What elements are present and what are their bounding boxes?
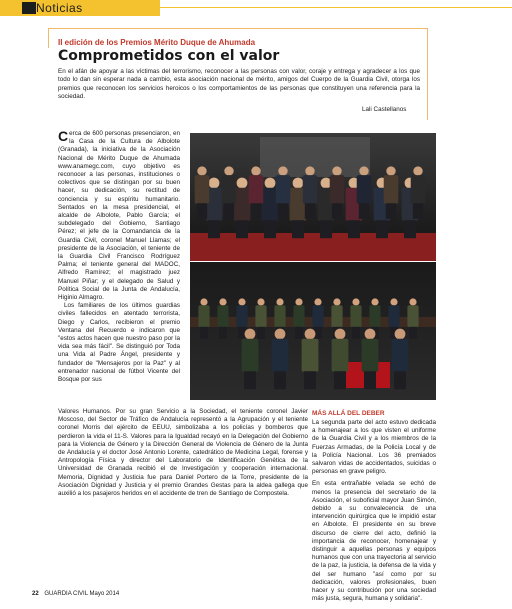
page-number: 22 xyxy=(32,591,39,597)
paragraph-intro xyxy=(58,130,180,302)
photo-figure-head xyxy=(352,298,359,305)
photo-figure-legs xyxy=(251,203,261,219)
photo-figure-body xyxy=(369,305,380,327)
group-photo xyxy=(190,133,436,261)
photo-figure-legs xyxy=(236,220,248,238)
photo-figure-head xyxy=(413,166,422,175)
photo-figure-head xyxy=(224,166,233,175)
photo-figure-legs xyxy=(409,327,417,339)
photo-figure-body xyxy=(384,175,399,204)
photo-figure-body xyxy=(411,175,426,204)
photo-figure-head xyxy=(209,178,220,189)
photo-figure-body xyxy=(357,175,372,204)
photo-figure-head xyxy=(305,166,314,175)
photo-figure-head xyxy=(333,298,340,305)
paragraph-intro-text: erca de 600 personas presenciaron, en la Casa de la Cultura de Albolote (Granada), la iniciativa de la Asociación Nacional de Mérito Duque de Ahumada www.anamegc.com, cuyo objetivo es reconocer a las personas, instituciones o colectivos que se distingan por su buen hacer, su dedicación, su rectitud de conciencia y su espíritu humanitario. Sentados en la mesa presidencial, el alcalde de Albolote, Pablo García; el subdelegado del Gobierno, Santiago Pérez; el jefe de la Comandancia de la Guardia Civil, coronel Manuel Llamas; el presidente de la Asociación, el teniente de la Guardia Civil Francisco Rodríguez Palma; el teniente general del MADOC, Alfredo Ramírez; el magistrado juez Manuel Piñar; y el delegado de Salud y Política Social de la Junta de Andalucía, Higinio Almagro. xyxy=(58,130,180,302)
photo-figure-legs xyxy=(320,220,332,238)
photo-figure-body xyxy=(255,305,266,327)
photo-figure-head xyxy=(386,166,395,175)
photo-figure-body xyxy=(276,175,291,204)
photo-figure-body xyxy=(302,339,319,372)
header-rule xyxy=(160,7,512,8)
article-column-continuation: Valores Humanos. Por su gran Servicio a la Sociedad, el teniente coronel Javier Moscoso, del Sector de Tráfico de Andalucía representó a la Agrupación y el teniente coronel Morris del ejército de EEUU, simbolizaba a los policías y bomberos que perdieron la vida el 11-S. Valores para la Igualdad recayó en la Delegación del Gobierno para la Violencia de Género y la Dirección General de Violencia de Género de la Junta de Andalucía y el doctor José Antonio Lorente, catedrático de Medicina Legal, forense y Antropología Física y director del Laboratorio de Identificación Genética de la Universidad de Granada recibió el de Investigación y cooperación internacional. Memoria, Dignidad y Justicia fue para Daniel Portero de la Torre, presidente de la Asociación Dignidad y Justicia y el premio Grandes Gestas para la aldea gallega que auxilió a los pasajeros heridos en el accidente de tren de Santiago de Compostela. xyxy=(58,408,308,498)
photo-figure-body xyxy=(331,305,342,327)
photo-figure-body xyxy=(392,339,409,372)
paragraph-ceremony: La segunda parte del acto estuvo dedicada a homenajear a los que visten el uniforme de la Guardia Civil y a los miembros de la Fuerzas Armadas, de la Policía Local y de la Policía Nacional. Los 36 premiados salvaron vidas de accidentados, suicidas o personas en grave peligro. xyxy=(312,419,436,476)
photo-figure-body xyxy=(274,305,285,327)
article-frame-right xyxy=(427,28,428,120)
photo-figure-head xyxy=(276,298,283,305)
photo-figure-head xyxy=(365,329,376,340)
photo-figure-legs xyxy=(352,327,360,339)
photo-figure-head xyxy=(395,329,406,340)
section-tab xyxy=(0,0,160,16)
photo-figure-legs xyxy=(404,220,416,238)
photo-figure-legs xyxy=(200,327,208,339)
photo-figure-legs xyxy=(244,371,256,389)
photo-figure-legs xyxy=(386,203,396,219)
photo-figure-body xyxy=(272,339,289,372)
photo-figure-head xyxy=(200,298,207,305)
photo-figure-legs xyxy=(305,203,315,219)
photo-figure-head xyxy=(275,329,286,340)
photo-figure-body xyxy=(222,175,237,204)
photo-figure-head xyxy=(237,178,248,189)
photo-figure-body xyxy=(362,339,379,372)
photo-figure-legs xyxy=(359,203,369,219)
photo-figure-body xyxy=(312,305,323,327)
photo-figure-head xyxy=(390,298,397,305)
article-title: Comprometidos con el valor xyxy=(58,48,280,64)
photo-figure-head xyxy=(305,329,316,340)
photo-figure-head xyxy=(197,166,206,175)
photo-figure-head xyxy=(245,329,256,340)
article-byline: Lali Castellanos xyxy=(362,106,407,113)
photo-figure-body xyxy=(303,175,318,204)
photo-figure-head xyxy=(359,166,368,175)
photo-figure-head xyxy=(295,298,302,305)
photo-figure-body xyxy=(236,305,247,327)
photo-figure-head xyxy=(335,329,346,340)
photo-figure-body xyxy=(388,305,399,327)
photo-figure-legs xyxy=(376,220,388,238)
article-kicker: II edición de los Premios Mérito Duque de Ahumada xyxy=(58,38,256,47)
photo-figure-head xyxy=(409,298,416,305)
photo-figure-legs xyxy=(292,220,304,238)
photo-figure-head xyxy=(332,166,341,175)
photo-figure-head xyxy=(219,298,226,305)
photo-figure-body xyxy=(332,339,349,372)
photo-figure-head xyxy=(257,298,264,305)
drop-cap: C xyxy=(58,128,69,144)
photo-figure-head xyxy=(371,298,378,305)
photo-figure-head xyxy=(251,166,260,175)
honorees-photo xyxy=(190,262,436,400)
article-lead: En el afán de apoyar a las víctimas del terrorismo, reconocer a las personas con valor, coraje y entrega y agradecer a los que todo lo dan sin esperar nada a cambio, esta asociación nacional de mérito, amigos del Cuerpo de la Guardia Civil, otorga los premios que reconocen los servicios heroicos o los comportamientos de las personas que constituyen una referencia para la sociedad. xyxy=(58,68,420,100)
photo-figure-legs xyxy=(394,371,406,389)
photo-figure-legs xyxy=(208,220,220,238)
photo-figure-head xyxy=(238,298,245,305)
photo-figure-legs xyxy=(364,371,376,389)
article-frame-top xyxy=(48,28,428,29)
photo-figure-legs xyxy=(274,371,286,389)
paragraph-closing: En esta entrañable velada se echó de menos la presencia del secretario de la Asociación, el suboficial mayor Juan Simón, debido a su convalecencia de una intervención quirúrgica que le impidió estar en Albolote. El presidente en su breve discurso de cierre del acto, definió la importancia de reconocer, homenajear y distinguir a aquellas personas y equipos humanos que con una trayectoria al servicio de la paz, la justicia, la defensa de la vida y del ser humano "así como por su dedicación, valores profesionales, buen hacer y su contribución por una sociedad más justa, segura, humana y solidaria". xyxy=(312,480,436,603)
photo-figure-head xyxy=(278,166,287,175)
photo-figure-legs xyxy=(348,220,360,238)
photo-figure-body xyxy=(330,175,345,204)
photo-figure-body xyxy=(293,305,304,327)
section-subhead: MÁS ALLÁ DEL DEBER xyxy=(312,410,385,417)
photo-figure-head xyxy=(314,298,321,305)
photo-figure-legs xyxy=(295,327,303,339)
photo-figure-legs xyxy=(278,203,288,219)
page-footer xyxy=(32,591,119,597)
photo-figure-legs xyxy=(197,203,207,219)
paragraph-families: Los familiares de los últimos guardias civiles fallecidos en atentado terrorista, Diego y Carlos, recibieron el premio Ventana del Recuerdo e indicaron que "estos actos hacen que nuestro paso por la vida sea más fácil". Se distinguió por Toda una Vida al Padre Ángel, presidente y fundador de "Mensajeros por la Paz" y al entrenador nacional de fútbol Vicente del Bosque por sus xyxy=(58,302,180,384)
photo-figure-legs xyxy=(334,371,346,389)
section-tab-marker xyxy=(22,2,36,14)
photo-figure-body xyxy=(217,305,228,327)
article-column-left xyxy=(58,130,180,384)
photo-figure-legs xyxy=(264,220,276,238)
article-column-right xyxy=(312,419,436,603)
photo-figure-legs xyxy=(219,327,227,339)
photo-figure-legs xyxy=(332,203,342,219)
photo-figure-legs xyxy=(224,203,234,219)
photo-figure-legs xyxy=(413,203,423,219)
publication-name: GUARDIA CIVIL Mayo 2014 xyxy=(44,591,120,597)
article-frame-left xyxy=(48,28,49,48)
photo-figure-body xyxy=(198,305,209,327)
section-label: Noticias xyxy=(36,1,83,15)
photo-figure-head xyxy=(293,178,304,189)
photo-figure-legs xyxy=(257,327,265,339)
photo-figure-body xyxy=(195,175,210,204)
photo-figure-head xyxy=(265,178,276,189)
photo-figure-body xyxy=(249,175,264,204)
photo-figure-body xyxy=(350,305,361,327)
photo-figure-body xyxy=(242,339,259,372)
photo-figure-body xyxy=(407,305,418,327)
photo-figure-legs xyxy=(304,371,316,389)
